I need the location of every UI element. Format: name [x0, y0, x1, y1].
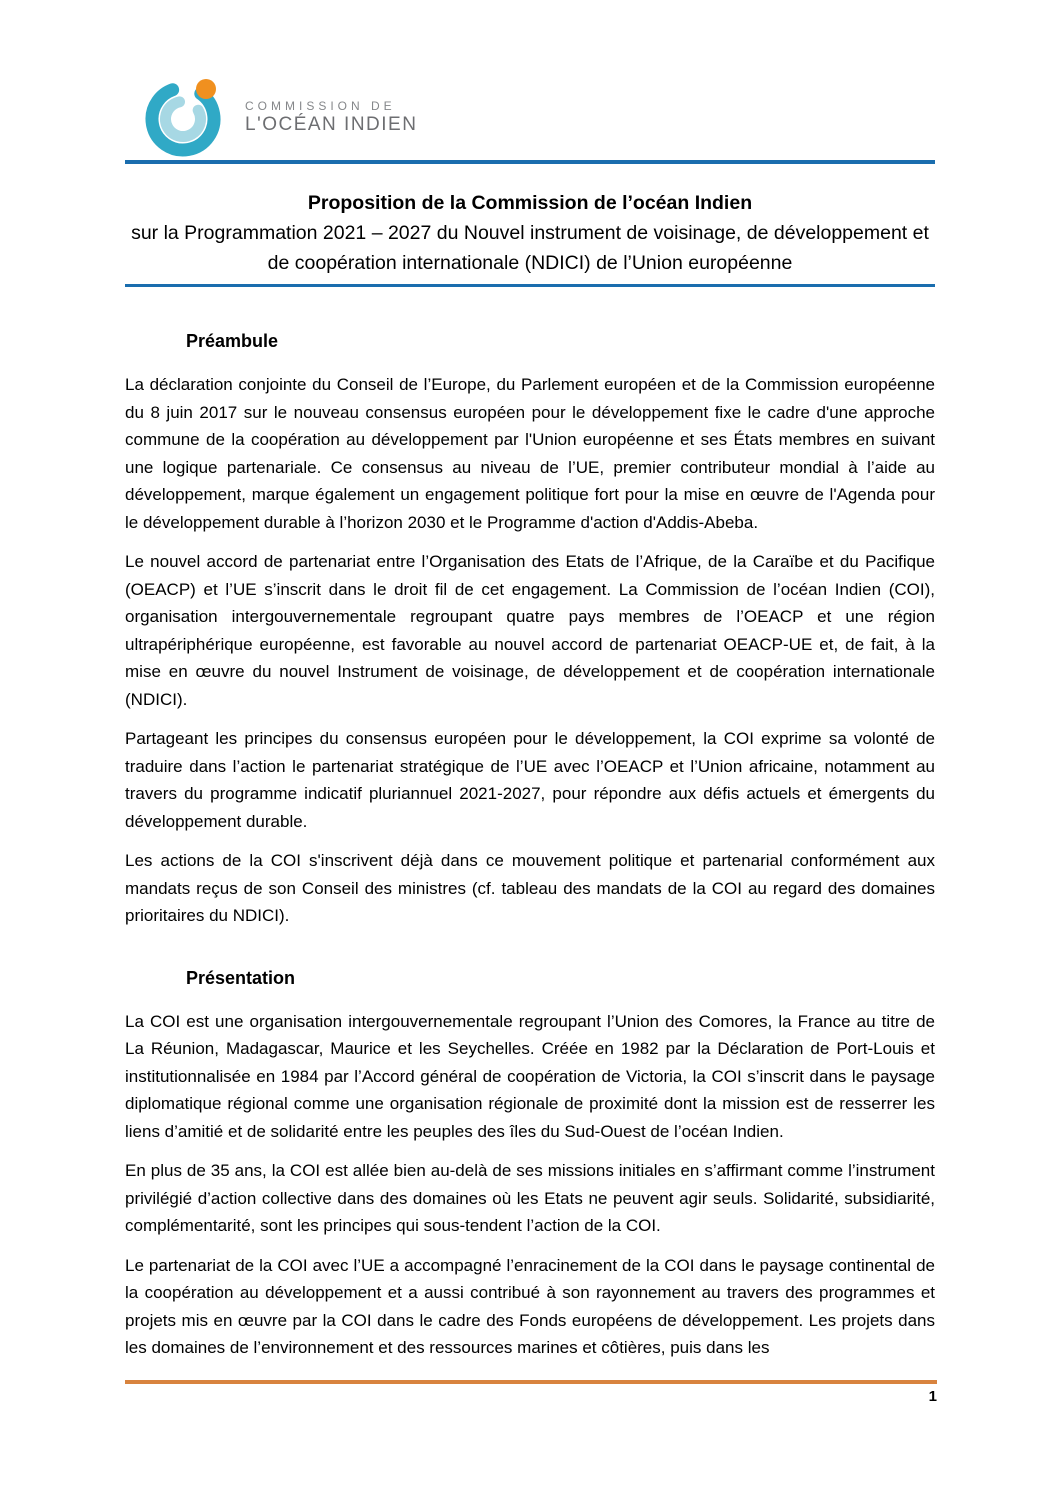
title-line-3: de coopération internationale (NDICI) de l’Union européenne — [267, 252, 793, 274]
coi-logo-wordmark — [245, 98, 417, 136]
logo-org-name-top: COMMISSION DE — [245, 99, 396, 113]
preambule-paragraph-4: Les actions de la COI s'inscrivent déjà dans ce mouvement politique et partenarial conformément aux mandats reçus de son Conseil des ministres (cf. tableau des mandats de la COI au regard des domaines prioritaires du NDICI). — [125, 851, 935, 925]
preambule-paragraph-2: Le nouvel accord de partenariat entre l’Organisation des Etats de l’Afrique, de la Caraïbe et du Pacifique (OEACP) et l’UE s’inscrit dans le droit fil de cet engagement. La Commission de l’océan Indien (COI), organisation intergouvernementale regroupant quatre pays membres de l’OEACP et une région ultrapériphérique européenne, est favorable au nouvel accord de partenariat OEACP-UE et, de fait, à la mise en œuvre du nouvel Instrument de voisinage, de développement et de coopération internationale (NDICI). — [125, 552, 935, 709]
document-header — [125, 76, 935, 158]
title-line-2: sur la Programmation 2021 – 2027 du Nouvel instrument de voisinage, de développement et — [131, 222, 929, 244]
title-line-1: Proposition de la Commission de l’océan Indien — [307, 192, 753, 214]
header-rule-top — [125, 160, 935, 164]
footer-rule — [125, 1380, 937, 1384]
coi-logo-icon — [143, 76, 225, 158]
section-heading-preambule: Préambule — [186, 331, 279, 351]
section-heading-presentation: Présentation — [186, 967, 296, 988]
preambule-paragraph-3: Partageant les principes du consensus européen pour le développement, la COI exprime sa volonté de traduire dans l’action le partenariat stratégique de l’UE avec l’OEACP et l’Union africaine, notamment au travers du programme indicatif pluriannuel 2021-2027, pour répondre aux défis actuels et émergents du développement durable. — [125, 729, 935, 831]
presentation-paragraph-1: La COI est une organisation intergouvernementale regroupant l’Union des Comores, la France au titre de La Réunion, Madagascar, Maurice et les Seychelles. Créée en 1982 par la Déclaration de Port-Louis et institutionnalisée en 1984 par l’Accord général de coopération de Victoria, la COI s’inscrit dans le paysage diplomatique régional comme une organisation régionale de proximité dont la mission est de resserrer les liens d’amitié et de solidarité entre les peuples des îles du Sud-Ouest de l’océan Indien. — [125, 1011, 935, 1141]
page-number: 1 — [928, 1388, 937, 1405]
presentation-paragraph-3: Le partenariat de la COI avec l’UE a accompagné l’enracinement de la COI dans le paysage continental de la coopération au développement et a aussi contribué à son rayonnement au travers des programmes et projets mis en œuvre par la COI dans le cadre des Fonds européens de développement. Les projets dans les domaines de l’environnement et des ressources marines et côtières, puis dans les — [125, 1255, 935, 1357]
page-footer — [125, 1380, 937, 1405]
header-rule-bottom — [125, 284, 935, 287]
document-title — [125, 188, 935, 278]
preambule-paragraph-1: La déclaration conjointe du Conseil de l’Europe, du Parlement européen et de la Commission européenne du 8 juin 2017 sur le nouveau consensus européen pour le développement fixe le cadre d'une approche commune de la coopération au développement par l'Union européenne et ses États membres en suivant une logique partenariale. Ce consensus au niveau de l’UE, premier contributeur mondial à l’aide au développement, marque également un engagement politique fort pour la mise en œuvre de l'Agenda pour le développement durable à l’horizon 2030 et le Programme d'action d'Addis-Abeba. — [125, 375, 935, 532]
document-content — [125, 0, 935, 1362]
presentation-paragraph-2: En plus de 35 ans, la COI est allée bien au-delà de ses missions initiales en s’affirmant comme l’instrument privilégié d’action collective dans des domaines où les Etats ne peuvent agir seuls. Solidarité, subsidiarité, complémentarité, sont les principes qui sous-tendent l’action de la COI. — [125, 1161, 935, 1235]
logo-org-name-bottom: L'OCÉAN INDIEN — [245, 114, 418, 135]
